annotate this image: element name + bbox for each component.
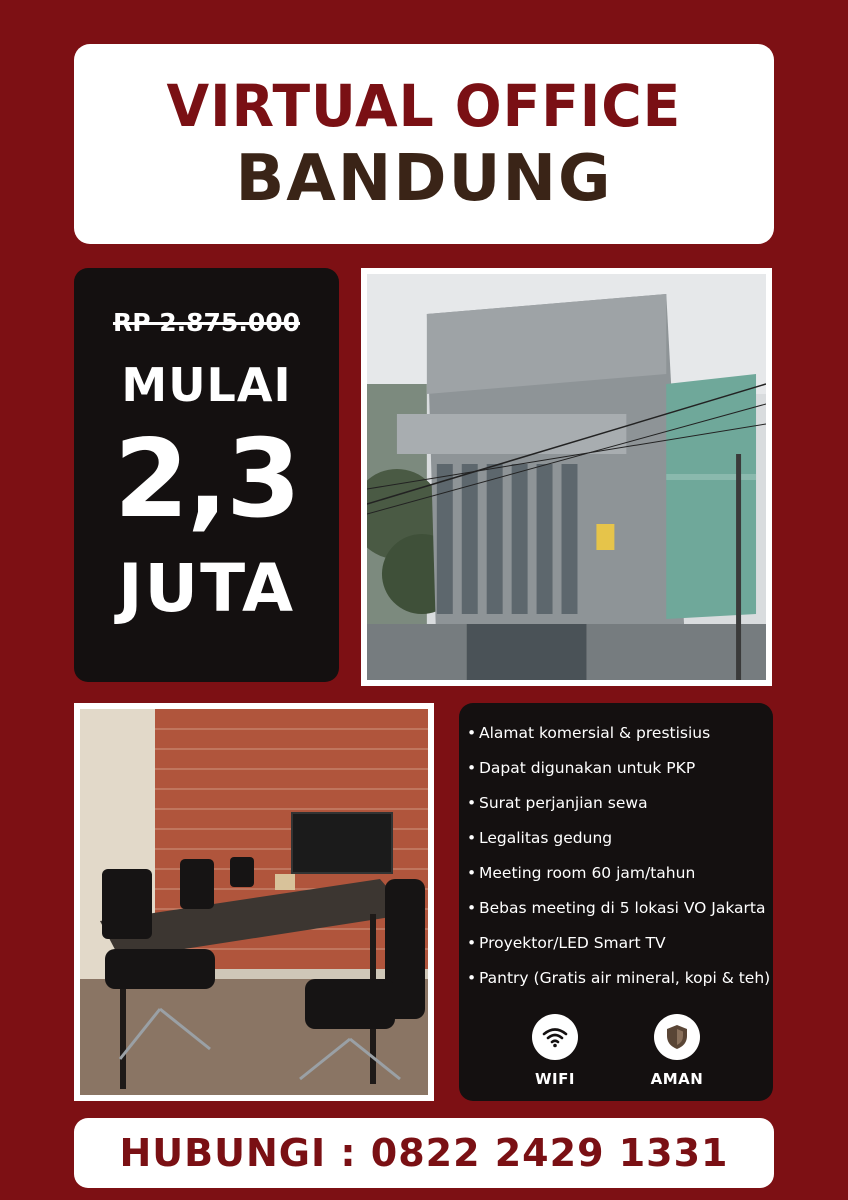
amenity-label: AMAN — [650, 1070, 704, 1088]
building-photo — [361, 268, 772, 686]
contact-card — [74, 1118, 774, 1188]
price-prefix: MULAI — [121, 358, 292, 412]
building-image — [367, 274, 766, 680]
meeting-room-photo — [74, 703, 434, 1101]
feature-item: • Surat perjanjian sewa — [467, 793, 769, 828]
price-amount: 2,3 — [113, 417, 300, 542]
feature-item: • Bebas meeting di 5 lokasi VO Jakarta — [467, 898, 769, 933]
title-line-1: VIRTUAL OFFICE — [166, 72, 682, 140]
old-price: RP 2.875.000 — [112, 308, 301, 337]
wifi-icon — [532, 1014, 578, 1060]
price-unit: JUTA — [117, 550, 296, 627]
features-card — [459, 703, 773, 1101]
amenity-wifi — [510, 1014, 600, 1088]
feature-item: • Proyektor/LED Smart TV — [467, 933, 769, 968]
feature-item: • Dapat digunakan untuk PKP — [467, 758, 769, 793]
meeting-room-image — [80, 709, 428, 1095]
amenity-label: WIFI — [535, 1070, 575, 1088]
price-card — [74, 268, 339, 682]
feature-item: • Meeting room 60 jam/tahun — [467, 863, 769, 898]
title-card — [74, 44, 774, 244]
feature-item: • Legalitas gedung — [467, 828, 769, 863]
amenity-aman — [632, 1014, 722, 1088]
feature-item: • Alamat komersial & prestisius — [467, 723, 769, 758]
contact-phone[interactable]: HUBUNGI : 0822 2429 1331 — [119, 1131, 729, 1175]
feature-item: • Pantry (Gratis air mineral, kopi & teh) — [467, 968, 769, 1003]
features-list — [467, 723, 769, 1003]
shield-icon — [654, 1014, 700, 1060]
title-line-2: BANDUNG — [235, 142, 613, 216]
